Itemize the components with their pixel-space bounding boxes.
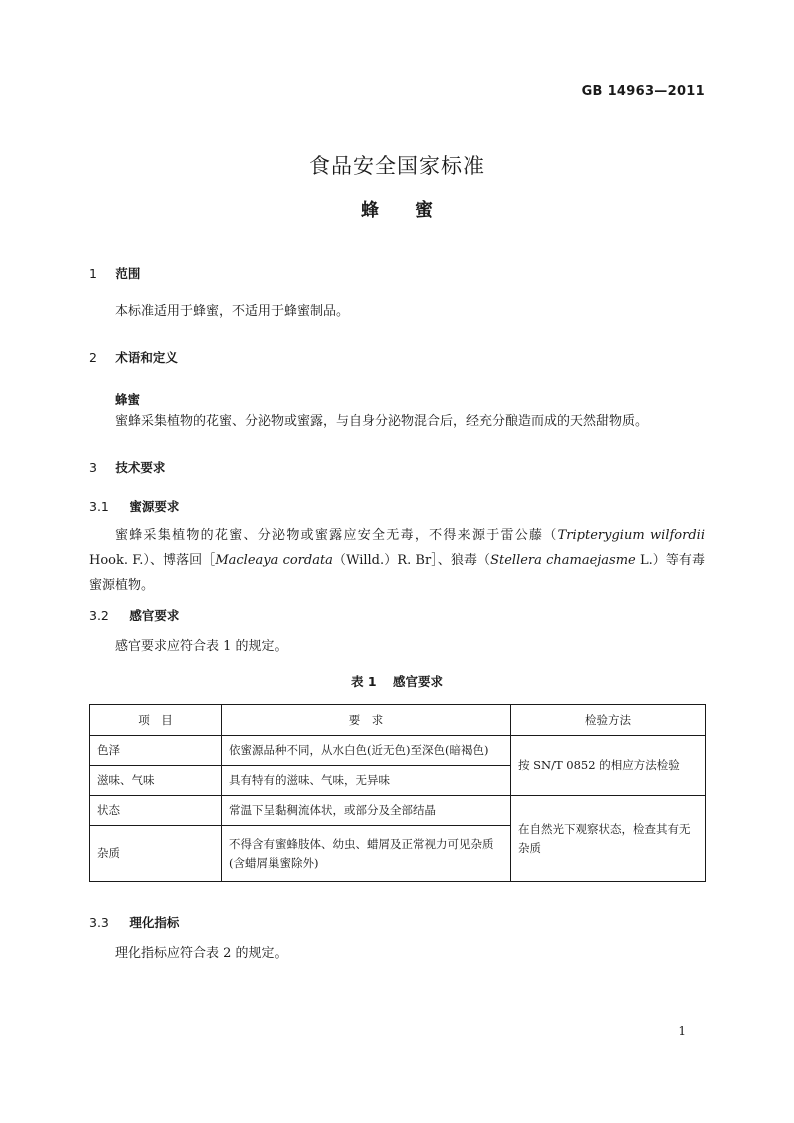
section-number: 3.1 bbox=[89, 499, 109, 514]
section-title: 蜜源要求 bbox=[129, 499, 180, 514]
section-3-2-heading bbox=[89, 606, 179, 624]
sensory-requirements-table bbox=[89, 704, 706, 882]
section-3-1-heading bbox=[89, 497, 179, 515]
latin-name: Tripterygium wilfordii bbox=[557, 528, 705, 543]
cell-method: 在自然光下观察状态，检查其有无杂质 bbox=[511, 796, 706, 882]
section-1-text: 本标准适用于蜂蜜，不适用于蜂蜜制品。 bbox=[115, 304, 350, 319]
section-title: 感官要求 bbox=[129, 608, 180, 623]
text-part: 蜜蜂采集植物的花蜜、分泌物或蜜露应安全无毒，不得来源于雷公藤（ bbox=[115, 528, 558, 543]
table-row bbox=[90, 736, 706, 766]
text-part: L.）等有毒蜜源植物。 bbox=[89, 553, 705, 593]
table-caption-title: 感官要求 bbox=[392, 674, 443, 689]
cell-requirement: 依蜜源品种不同，从水白色(近无色)至深色(暗褐色) bbox=[222, 736, 511, 766]
table-header-row bbox=[90, 705, 706, 736]
latin-name: Macleaya cordata bbox=[215, 553, 333, 568]
section-3-1-text bbox=[89, 523, 705, 598]
cell-requirement: 具有特有的滋味、气味，无异味 bbox=[222, 766, 511, 796]
section-1-heading bbox=[89, 264, 140, 282]
header-item: 项 目 bbox=[90, 705, 222, 736]
header-requirement: 要 求 bbox=[222, 705, 511, 736]
section-3-3-text: 理化指标应符合表 2 的规定。 bbox=[115, 946, 288, 961]
page-number: 1 bbox=[678, 1024, 686, 1038]
cell-method: 按 SN/T 0852 的相应方法检验 bbox=[511, 736, 706, 796]
section-number: 3.3 bbox=[89, 915, 109, 930]
text-part: Hook. F.）、博落回［ bbox=[89, 553, 216, 568]
table-caption-number: 表 1 bbox=[351, 674, 377, 689]
standard-number: GB 14963—2011 bbox=[581, 84, 705, 99]
cell-item: 滋味、气味 bbox=[90, 766, 222, 796]
section-title: 理化指标 bbox=[129, 915, 180, 930]
cell-requirement: 常温下呈黏稠流体状，或部分及全部结晶 bbox=[222, 796, 511, 826]
section-number: 1 bbox=[89, 266, 97, 281]
section-number: 3.2 bbox=[89, 608, 109, 623]
section-title: 范围 bbox=[115, 266, 141, 281]
text-part: （Willd.）R. Br］、狼毒（ bbox=[332, 553, 491, 568]
term-honey: 蜂蜜 bbox=[115, 392, 141, 407]
term-definition: 蜜蜂采集植物的花蜜、分泌物或蜜露，与自身分泌物混合后，经充分酿造而成的天然甜物质。 bbox=[115, 414, 649, 429]
section-3-heading bbox=[89, 458, 165, 476]
document-subtitle: 蜂 蜜 bbox=[361, 200, 433, 221]
section-3-2-text: 感官要求应符合表 1 的规定。 bbox=[115, 639, 288, 654]
cell-item: 杂质 bbox=[90, 826, 222, 882]
cell-item: 状态 bbox=[90, 796, 222, 826]
section-title: 术语和定义 bbox=[115, 350, 178, 365]
section-title: 技术要求 bbox=[115, 460, 166, 475]
section-number: 3 bbox=[89, 460, 97, 475]
section-number: 2 bbox=[89, 350, 97, 365]
cell-item: 色泽 bbox=[90, 736, 222, 766]
table-1-caption bbox=[0, 672, 794, 690]
table-row bbox=[90, 796, 706, 826]
section-2-heading bbox=[89, 348, 178, 366]
cell-requirement: 不得含有蜜蜂肢体、幼虫、蜡屑及正常视力可见杂质(含蜡屑巢蜜除外) bbox=[222, 826, 511, 882]
latin-name: Stellera chamaejasme bbox=[490, 553, 636, 568]
section-3-3-heading bbox=[89, 913, 179, 931]
header-method: 检验方法 bbox=[511, 705, 706, 736]
document-title: 食品安全国家标准 bbox=[309, 154, 485, 178]
